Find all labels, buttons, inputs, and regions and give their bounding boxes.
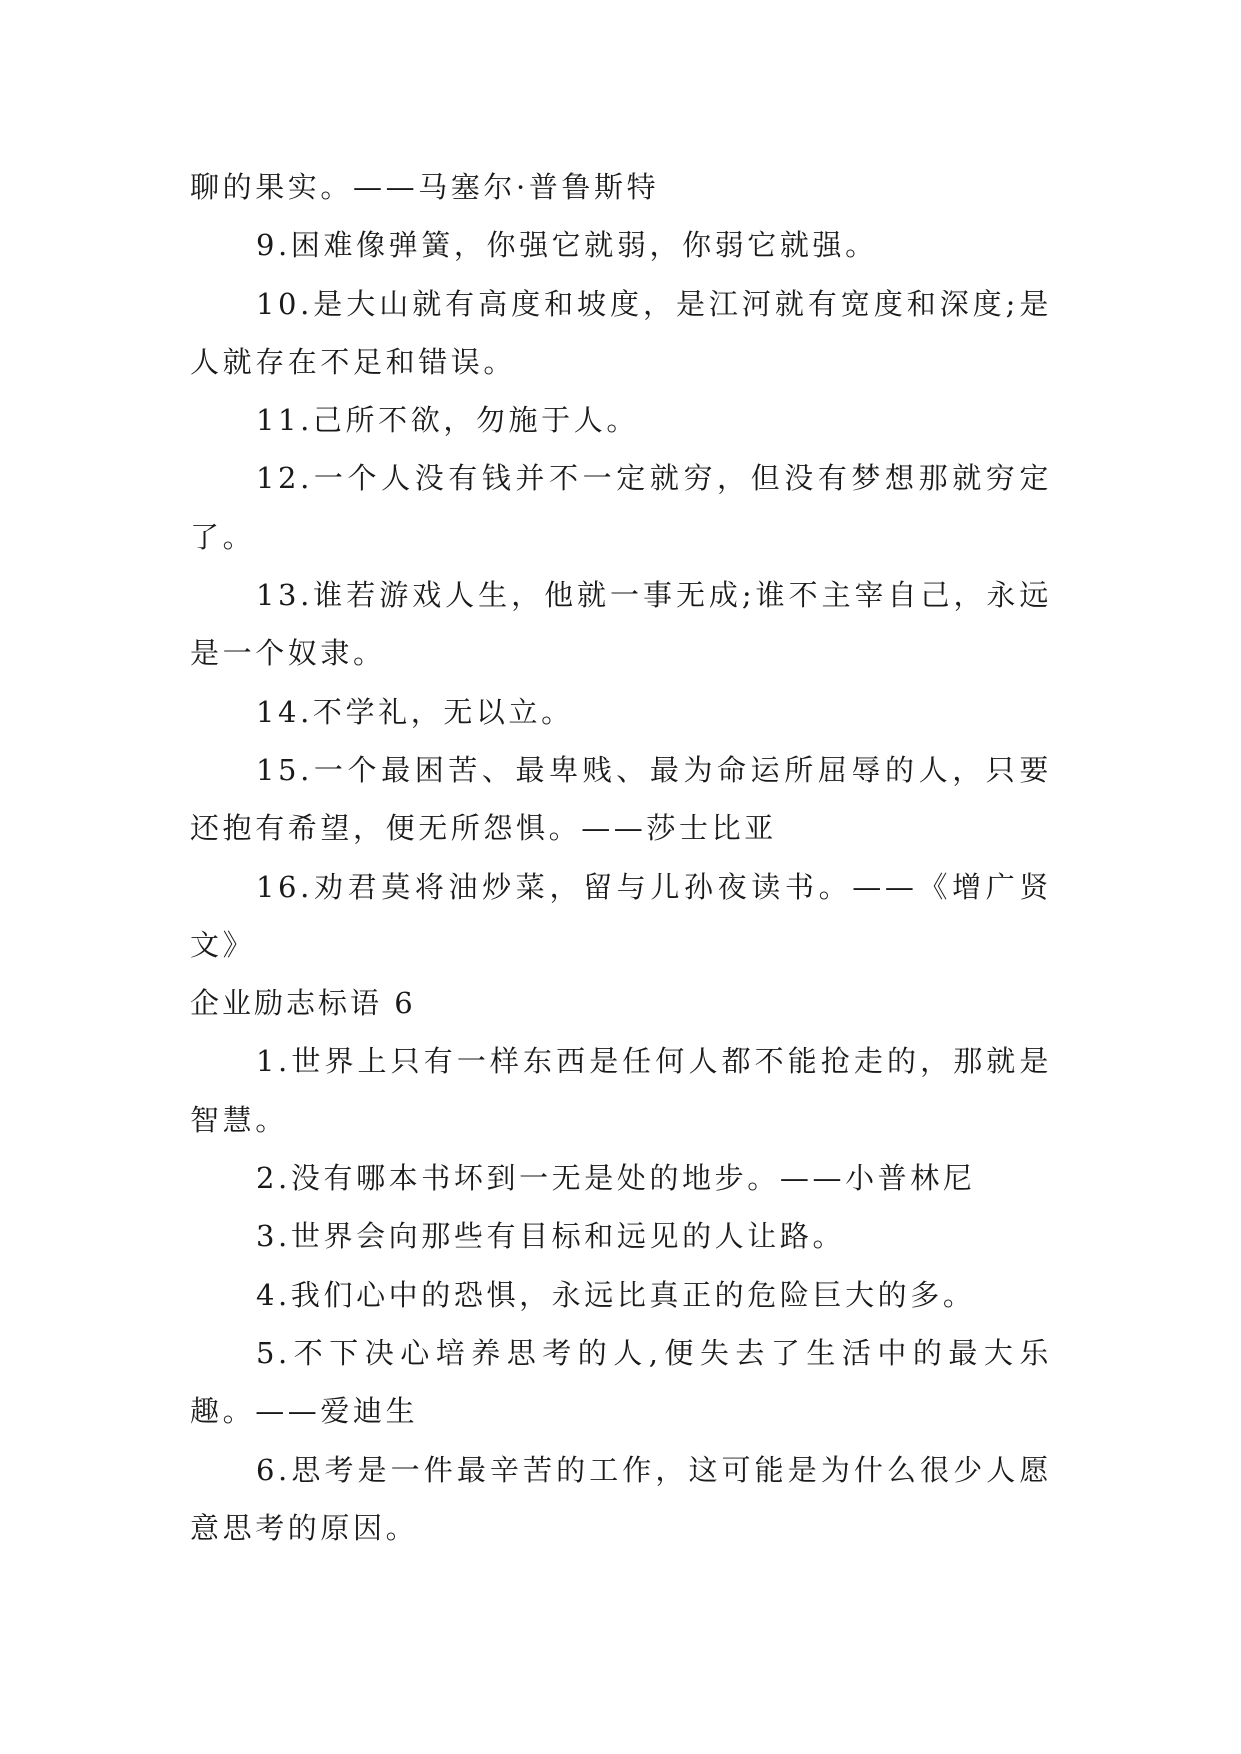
list-item-10: 10.是大山就有高度和坡度，是江河就有宽度和深度;是人就存在不足和错误。 [190, 286, 1052, 379]
list-item-14: 14.不学礼，无以立。 [256, 694, 574, 729]
list-item-9: 9.困难像弹簧，你强它就弱，你弱它就强。 [256, 228, 878, 263]
list-item-1: 1.世界上只有一样东西是任何人都不能抢走的，那就是智慧。 [190, 1044, 1052, 1137]
list-item-15: 15.一个最困苦、最卑贱、最为命运所屈辱的人，只要还抱有希望，便无所怨惧。——莎士比亚 [190, 752, 1052, 846]
list-item-13: 13.谁若游戏人生，他就一事无成;谁不主宰自己，永远是一个奴隶。 [190, 578, 1052, 671]
list-item-2: 2.没有哪本书坏到一无是处的地步。——小普林尼 [256, 1161, 976, 1196]
paragraph-continuation: 聊的果实。——马塞尔·普鲁斯特 [190, 170, 660, 204]
list-item-6: 6.思考是一件最辛苦的工作，这可能是为什么很少人愿意思考的原因。 [190, 1452, 1052, 1545]
document-body [190, 158, 1052, 1557]
list-item-11: 11.己所不欲，勿施于人。 [256, 403, 639, 438]
list-item-5: 5.不下决心培养思考的人,便失去了生活中的最大乐趣。——爱迪生 [190, 1335, 1052, 1429]
section-heading: 企业励志标语 6 [190, 986, 416, 1021]
list-item-16: 16.劝君莫将油炒菜，留与儿孙夜读书。——《增广贤文》 [190, 869, 1052, 962]
list-item-4: 4.我们心中的恐惧，永远比真正的危险巨大的多。 [256, 1277, 976, 1312]
list-item-3: 3.世界会向那些有目标和远见的人让路。 [256, 1219, 846, 1254]
list-item-12: 12.一个人没有钱并不一定就穷，但没有梦想那就穷定了。 [190, 461, 1052, 554]
